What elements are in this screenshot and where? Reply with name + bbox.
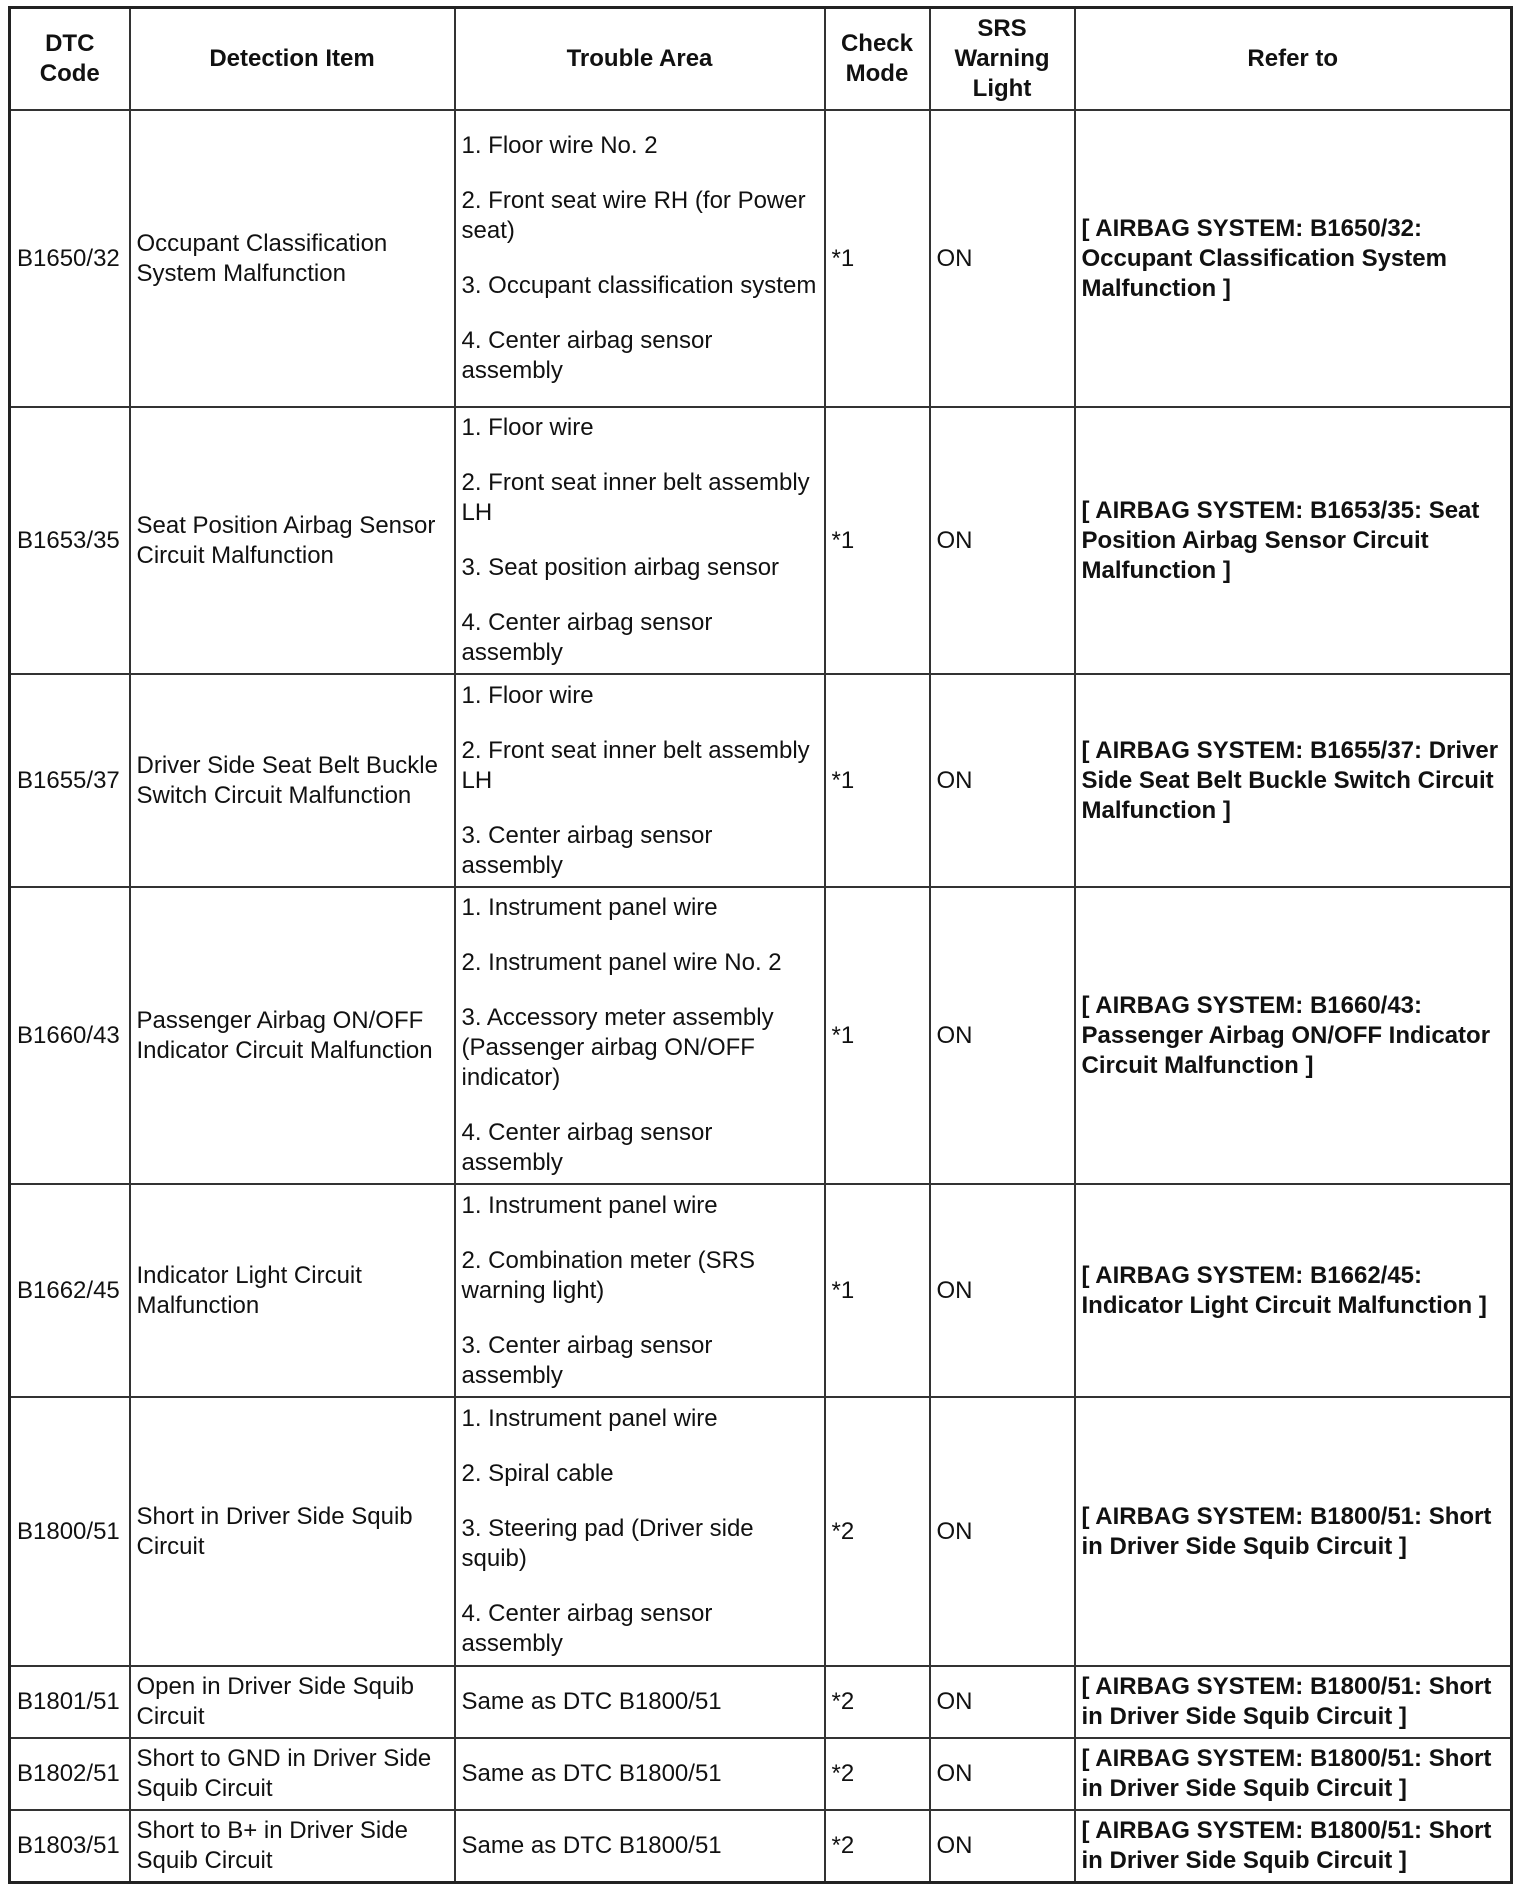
refer-to-link[interactable]: [ AIRBAG SYSTEM: B1650/32: Occupant Classification System Malfunction ] <box>1075 110 1512 407</box>
trouble-area-item: 3. Accessory meter assembly (Passenger airbag ON/OFF indicator) <box>461 1004 774 1091</box>
check-mode-cell: *2 <box>825 1666 930 1738</box>
table-row <box>10 1666 1512 1738</box>
dtc-code-cell: B1800/51 <box>10 1397 130 1666</box>
trouble-area-item: 2. Combination meter (SRS warning light) <box>461 1246 755 1304</box>
dtc-code-cell: B1653/35 <box>10 407 130 674</box>
trouble-area-item: 2. Front seat inner belt assembly LH <box>461 469 810 526</box>
header-trouble-area: Trouble Area <box>455 8 825 111</box>
warning-light-cell: ON <box>930 1184 1075 1397</box>
trouble-area-item: 1. Instrument panel wire <box>461 1191 718 1219</box>
detection-item-cell: Seat Position Airbag Sensor Circuit Malfunction <box>130 407 455 674</box>
check-mode-cell: *1 <box>825 1184 930 1397</box>
header-refer-to: Refer to <box>1075 8 1512 111</box>
check-mode-cell: *2 <box>825 1397 930 1666</box>
trouble-area-item: 1. Instrument panel wire <box>461 1405 718 1432</box>
detection-item-cell: Indicator Light Circuit Malfunction <box>130 1184 455 1397</box>
table-row <box>10 887 1512 1184</box>
refer-to-link[interactable]: [ AIRBAG SYSTEM: B1800/51: Short in Driver Side Squib Circuit ] <box>1075 1810 1512 1882</box>
dtc-table <box>8 6 1513 1884</box>
trouble-area-item: 1. Floor wire <box>461 681 594 709</box>
dtc-code-cell: B1801/51 <box>10 1666 130 1738</box>
trouble-area-cell <box>455 674 825 887</box>
trouble-area-item: 3. Seat position airbag sensor <box>461 554 780 581</box>
refer-to-link[interactable]: [ AIRBAG SYSTEM: B1800/51: Short in Driver Side Squib Circuit ] <box>1075 1397 1512 1666</box>
trouble-area-item: 2. Front seat inner belt assembly LH <box>461 736 810 794</box>
trouble-area-item: Same as DTC B1800/51 <box>461 1688 722 1715</box>
dtc-code-cell: B1655/37 <box>10 674 130 887</box>
trouble-area-cell <box>455 1397 825 1666</box>
dtc-code-cell: B1650/32 <box>10 110 130 407</box>
check-mode-cell: *1 <box>825 110 930 407</box>
trouble-area-item: 3. Center airbag sensor assembly <box>461 1331 713 1389</box>
warning-light-cell: ON <box>930 887 1075 1184</box>
refer-to-link[interactable]: [ AIRBAG SYSTEM: B1800/51: Short in Driver Side Squib Circuit ] <box>1075 1738 1512 1810</box>
trouble-area-cell <box>455 887 825 1184</box>
trouble-area-item: 2. Front seat wire RH (for Power seat) <box>461 187 806 244</box>
header-detection-item: Detection Item <box>130 8 455 111</box>
trouble-area-cell <box>455 1184 825 1397</box>
table-row <box>10 674 1512 887</box>
trouble-area-item: Same as DTC B1800/51 <box>461 1831 722 1859</box>
header-check-mode: Check Mode <box>825 8 930 111</box>
refer-to-link[interactable]: [ AIRBAG SYSTEM: B1653/35: Seat Position Airbag Sensor Circuit Malfunction ] <box>1075 407 1512 674</box>
detection-item-cell: Short to GND in Driver Side Squib Circuit <box>130 1738 455 1810</box>
table-row <box>10 1397 1512 1666</box>
warning-light-cell: ON <box>930 674 1075 887</box>
detection-item-cell: Open in Driver Side Squib Circuit <box>130 1666 455 1738</box>
dtc-code-cell: B1660/43 <box>10 887 130 1184</box>
detection-item-cell: Passenger Airbag ON/OFF Indicator Circuit Malfunction <box>130 887 455 1184</box>
trouble-area-item: 1. Floor wire <box>461 414 594 441</box>
check-mode-cell: *1 <box>825 674 930 887</box>
trouble-area-item: 4. Center airbag sensor assembly <box>461 1119 713 1176</box>
refer-to-link[interactable]: [ AIRBAG SYSTEM: B1800/51: Short in Driver Side Squib Circuit ] <box>1075 1666 1512 1738</box>
warning-light-cell: ON <box>930 110 1075 407</box>
trouble-area-item: 1. Instrument panel wire <box>461 894 718 921</box>
warning-light-cell: ON <box>930 1738 1075 1810</box>
trouble-area-item: 4. Center airbag sensor assembly <box>461 609 713 666</box>
trouble-area-item: 4. Center airbag sensor assembly <box>461 327 713 384</box>
dtc-code-cell: B1802/51 <box>10 1738 130 1810</box>
header-row <box>10 8 1512 111</box>
trouble-area-cell <box>455 407 825 674</box>
trouble-area-item: 2. Spiral cable <box>461 1460 614 1487</box>
refer-to-link[interactable]: [ AIRBAG SYSTEM: B1660/43: Passenger Airbag ON/OFF Indicator Circuit Malfunction ] <box>1075 887 1512 1184</box>
table-row <box>10 1184 1512 1397</box>
trouble-area-item: 3. Center airbag sensor assembly <box>461 821 713 879</box>
refer-to-link[interactable]: [ AIRBAG SYSTEM: B1662/45: Indicator Light Circuit Malfunction ] <box>1075 1184 1512 1397</box>
warning-light-cell: ON <box>930 1666 1075 1738</box>
trouble-area-item: 3. Occupant classification system <box>461 272 817 299</box>
trouble-area-cell <box>455 1666 825 1738</box>
detection-item-cell: Occupant Classification System Malfunction <box>130 110 455 407</box>
trouble-area-cell <box>455 1738 825 1810</box>
table-row <box>10 110 1512 407</box>
header-dtc-code: DTC Code <box>10 8 130 111</box>
table-row <box>10 1810 1512 1882</box>
trouble-area-cell <box>455 110 825 407</box>
detection-item-cell: Short to B+ in Driver Side Squib Circuit <box>130 1810 455 1882</box>
check-mode-cell: *1 <box>825 407 930 674</box>
warning-light-cell: ON <box>930 1810 1075 1882</box>
refer-to-link[interactable]: [ AIRBAG SYSTEM: B1655/37: Driver Side Seat Belt Buckle Switch Circuit Malfunction ] <box>1075 674 1512 887</box>
warning-light-cell: ON <box>930 407 1075 674</box>
detection-item-cell: Short in Driver Side Squib Circuit <box>130 1397 455 1666</box>
trouble-area-item: 3. Steering pad (Driver side squib) <box>461 1515 754 1572</box>
warning-light-cell: ON <box>930 1397 1075 1666</box>
check-mode-cell: *1 <box>825 887 930 1184</box>
check-mode-cell: *2 <box>825 1810 930 1882</box>
dtc-code-cell: B1803/51 <box>10 1810 130 1882</box>
trouble-area-cell <box>455 1810 825 1882</box>
trouble-area-item: Same as DTC B1800/51 <box>461 1760 722 1787</box>
detection-item-cell: Driver Side Seat Belt Buckle Switch Circuit Malfunction <box>130 674 455 887</box>
trouble-area-item: 2. Instrument panel wire No. 2 <box>461 949 782 976</box>
trouble-area-item: 4. Center airbag sensor assembly <box>461 1600 713 1657</box>
table-row <box>10 407 1512 674</box>
trouble-area-item: 1. Floor wire No. 2 <box>461 132 658 159</box>
dtc-code-cell: B1662/45 <box>10 1184 130 1397</box>
table-row <box>10 1738 1512 1810</box>
check-mode-cell: *2 <box>825 1738 930 1810</box>
header-srs-warning-light: SRS Warning Light <box>930 8 1075 111</box>
